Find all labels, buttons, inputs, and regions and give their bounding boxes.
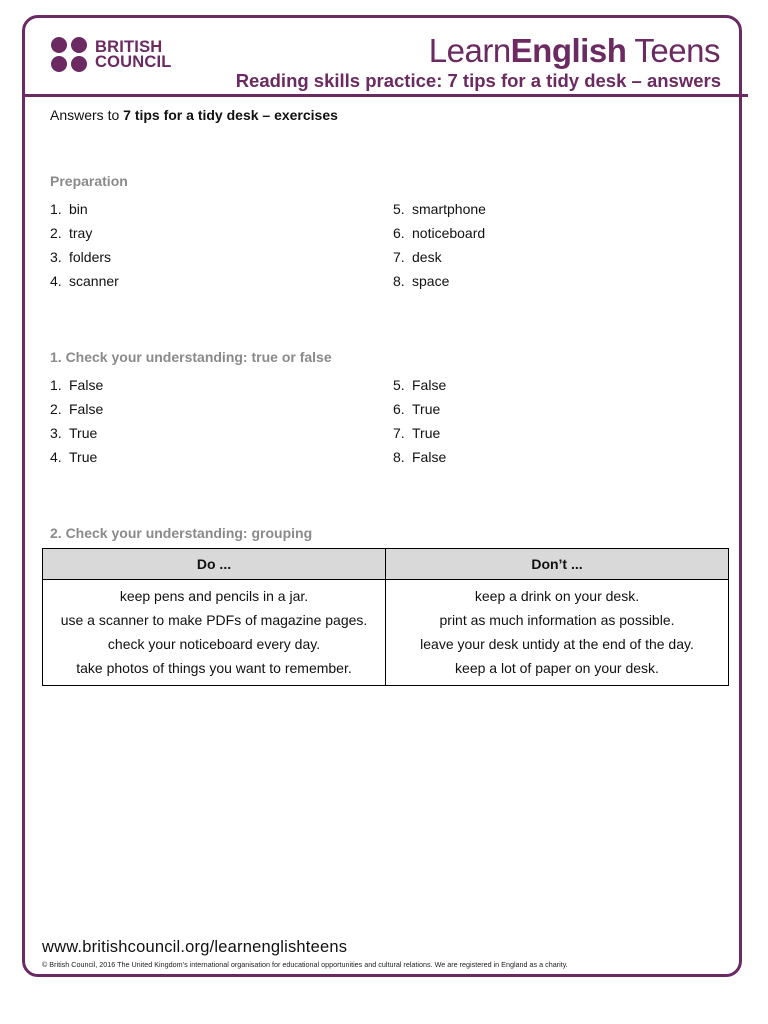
list-item: 8. space <box>393 273 450 289</box>
preparation-heading: Preparation <box>50 173 128 189</box>
list-item: 8. False <box>393 449 447 465</box>
page-frame <box>22 15 742 977</box>
list-item: 3. folders <box>50 249 112 265</box>
list-item: 6. True <box>393 401 441 417</box>
table-cell: use a scanner to make PDFs of magazine pages. <box>60 612 368 628</box>
true-false-list-right <box>393 373 446 469</box>
page-title: Reading skills practice: 7 tips for a tidy desk – answers <box>235 70 721 91</box>
british-council-logo <box>51 37 172 72</box>
grouping-table <box>42 548 729 686</box>
list-item: 1. bin <box>50 201 88 217</box>
intro-exercise-title: 7 tips for a tidy desk – exercises <box>123 107 338 123</box>
list-item: 4. scanner <box>50 273 119 289</box>
logo-line-2: COUNCIL <box>95 52 172 71</box>
learnenglish-teens-brand <box>429 32 720 70</box>
header-divider <box>22 94 748 97</box>
table-cell: take photos of things you want to remember. <box>76 660 352 676</box>
table-cell: leave your desk untidy at the end of the day. <box>420 636 694 652</box>
table-cell: keep pens and pencils in a jar. <box>119 588 309 604</box>
logo-line-1: BRITISH <box>95 37 163 56</box>
list-item: 4. True <box>50 449 98 465</box>
list-item: 1. False <box>50 377 104 393</box>
list-item: 5. False <box>393 377 447 393</box>
footer-url[interactable]: www.britishcouncil.org/learnenglishteens <box>42 938 348 956</box>
list-item: 7. True <box>393 425 441 441</box>
table-cell: keep a drink on your desk. <box>474 588 640 604</box>
brand-teens: Teens <box>626 32 720 69</box>
list-item: 7. desk <box>393 249 442 265</box>
true-false-list-left <box>50 373 103 469</box>
do-column <box>43 580 386 686</box>
table-cell: print as much information as possible. <box>439 612 675 628</box>
intro-prefix: Answers to <box>50 107 124 123</box>
brand-learn: Learn <box>428 32 511 69</box>
true-false-heading: 1. Check your understanding: true or false <box>50 349 332 365</box>
do-column-header: Do ... <box>43 549 386 580</box>
dont-column <box>386 580 729 686</box>
grouping-heading: 2. Check your understanding: grouping <box>50 525 313 541</box>
list-item: 2. False <box>50 401 104 417</box>
preparation-list-right <box>393 197 486 293</box>
list-item: 6. noticeboard <box>393 225 486 241</box>
brand-english: English <box>510 32 627 69</box>
table-cell: keep a lot of paper on your desk. <box>455 660 659 676</box>
dont-column-header: Don’t ... <box>386 549 729 580</box>
intro-line <box>50 107 338 123</box>
list-item: 2. tray <box>50 225 93 241</box>
list-item: 3. True <box>50 425 98 441</box>
table-cell: check your noticeboard every day. <box>107 636 321 652</box>
list-item: 5. smartphone <box>393 201 486 217</box>
footer-copyright: © British Council, 2016 The United Kingdom’s international organisation for educational opportunities and cultural relations. We are registered in England as a charity. <box>42 960 568 969</box>
logo-dots-icon <box>51 37 88 72</box>
preparation-list-left <box>50 197 119 293</box>
